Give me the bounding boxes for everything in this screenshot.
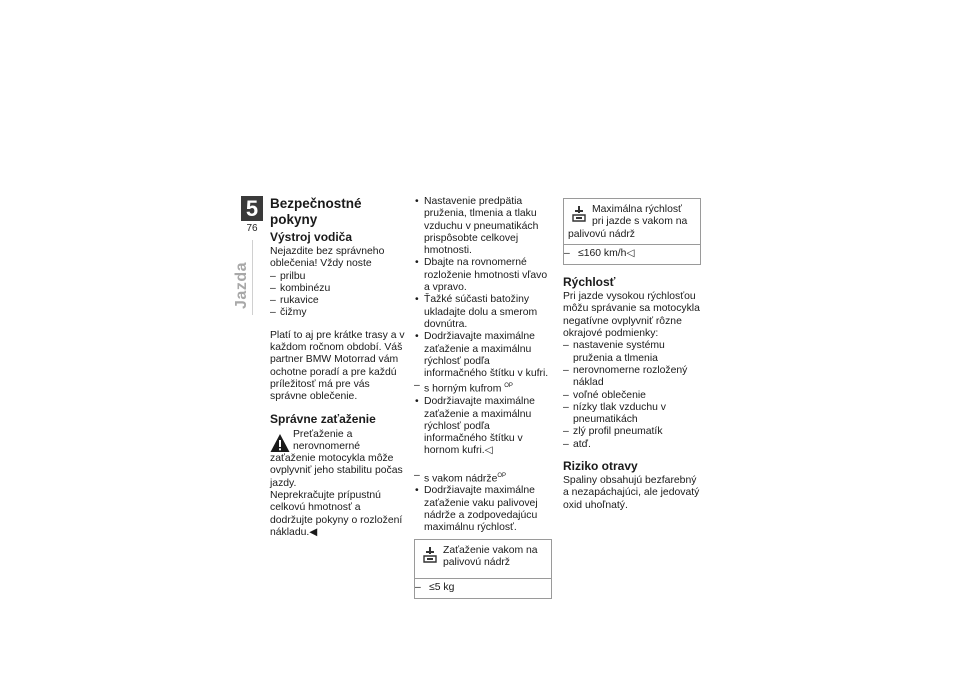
infobox-label: Maximálna rýchlosť pri jazde s vakom na palivovú nádrž [568, 204, 688, 240]
value-text: ≤5 kg [429, 581, 455, 593]
gear-intro: Nejazdite bez správneho oblečenia! Vždy noste [270, 246, 385, 270]
infobox-header [564, 199, 700, 244]
chapter-number-badge: 5 [241, 196, 263, 221]
speed-list [563, 340, 701, 451]
topcase-text: s horným kufrom [424, 383, 502, 395]
list-item: – atď. [563, 439, 701, 451]
list-item: – zlý profil pneumatík [563, 426, 701, 438]
option-marker: OP [497, 472, 507, 479]
topcase-bullets [414, 396, 552, 457]
list-item: – čižmy [270, 307, 406, 319]
weight-icon [572, 206, 586, 222]
list-item: • Nastavenie predpätia pruženia, tlmenia a tlaku vzduchu v pneumatikách prispôsobte celkovej hmotnosti. [414, 196, 552, 257]
infobox-label: Zaťaženie vakom na palivovú nádrž [443, 544, 538, 568]
poison-text: Spaliny obsahujú bezfarebný a nezapáchajúci, ale jedovatý oxid uhoľnatý. [563, 475, 700, 511]
column-2 [414, 196, 552, 599]
weight-icon [423, 547, 437, 563]
speed-intro: Pri jazde vysokou rýchlosťou môžu správanie sa motocykla negatívne ovplyvniť rôzne okrajové podmienky: [563, 291, 700, 340]
tankbag-bullets [414, 485, 552, 534]
list-item: – prilbu [270, 271, 406, 283]
list-item: – voľné oblečenie [563, 390, 701, 402]
tankbag-load-box [414, 539, 552, 599]
page-number: 76 [246, 223, 258, 234]
list-item: – nastavenie systému pruženia a tlmenia [563, 340, 701, 365]
heading-poison: Riziko otravy [563, 459, 638, 474]
tankbag-speed-box [563, 198, 701, 265]
list-item: • Dodržiavajte maximálne zaťaženie a maximálnu rýchlosť podľa informačného štítku v hornom kufri.◁ [414, 396, 552, 457]
list-item: • Ťažké súčasti batožiny ukladajte dolu a smerom dovnútra. [414, 294, 552, 331]
list-item: – nerovnomerne rozložený náklad [563, 365, 701, 390]
list-item: • Dodržiavajte maximálne zaťaženie vaku palivovej nádrže a zodpovedajúcu maximálnu rýchlosť. [414, 485, 552, 534]
infobox-value [415, 578, 551, 598]
topcase-line [414, 380, 552, 396]
option-marker: OP [504, 383, 513, 390]
page-title: Bezpečnostné pokyny [270, 196, 362, 227]
warning-icon [270, 433, 290, 453]
warning-text: Preťaženie a nerovnomerné zaťaženie motocykla môže ovplyvniť jeho stabilitu počas jazdy. [270, 428, 403, 489]
warning-text-2: Neprekračujte prípustnú celkovú hmotnosť a dodržujte pokyny o rozložení nákladu.◀ [270, 490, 403, 538]
infobox-header [415, 540, 551, 578]
list-item: • Dodržiavajte maximálne zaťaženie a maximálnu rýchlosť podľa informačného štítku v kufri. [414, 331, 552, 380]
list-item: – nízky tlak vzduchu v pneumatikách [563, 402, 701, 427]
tankbag-line [414, 470, 552, 486]
column-1 [270, 196, 406, 539]
infobox-value [564, 244, 700, 264]
gear-note: Platí to aj pre krátke trasy a v každom ročnom období. Váš partner BMW Motorrad vám ochotne poradí a pre každú príležitosť má pre vás správne oblečenie. [270, 329, 405, 403]
section-label: Jazda [233, 262, 250, 309]
side-divider [252, 240, 253, 315]
tankbag-text: s vakom nádrže [424, 473, 498, 485]
column-3 [563, 196, 701, 512]
list-item: – rukavice [270, 295, 406, 307]
heading-speed: Rýchlosť [563, 275, 616, 290]
heading-gear: Výstroj vodiča [270, 230, 353, 244]
gear-list [270, 271, 406, 320]
value-text: ≤160 km/h◁ [578, 247, 635, 259]
load-bullets [414, 196, 552, 380]
warning-block [270, 429, 406, 540]
heading-load: Správne zaťaženie [270, 411, 376, 426]
list-item: • Dbajte na rovnomerné rozloženie hmotnosti vľavo a vpravo. [414, 257, 552, 294]
list-item: – kombinézu [270, 283, 406, 295]
